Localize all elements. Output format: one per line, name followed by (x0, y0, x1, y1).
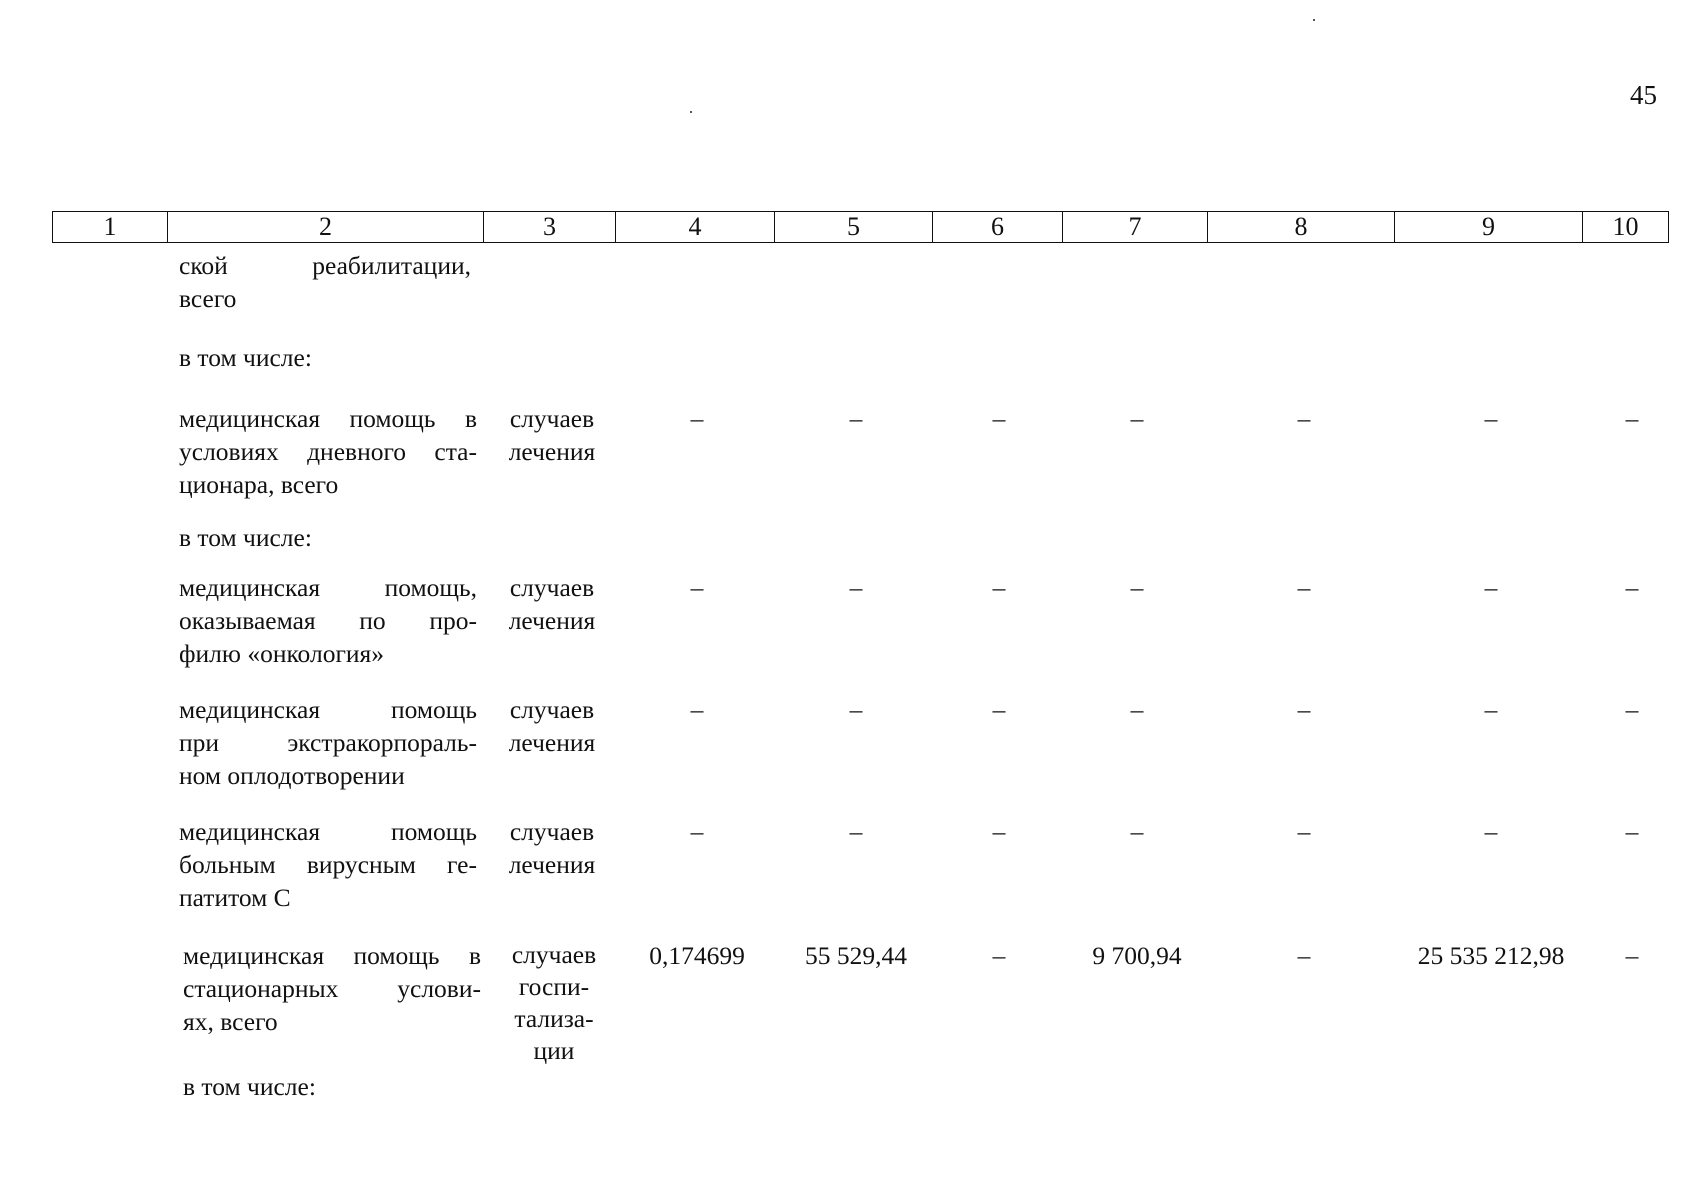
description-line: больным вирусным ге- (179, 850, 477, 879)
column-number-header (52, 211, 1669, 243)
subheading-including: в том числе: (183, 1072, 316, 1101)
value-cell: – (1625, 695, 1639, 724)
description-line: ской реабилитации, (179, 251, 471, 280)
scan-speck (1313, 19, 1315, 21)
description-line: условиях дневного ста- (179, 437, 477, 466)
description-line: ционара, всего (179, 470, 339, 499)
row-unit (496, 402, 608, 468)
column-number: 5 (775, 212, 933, 243)
description-line: медицинская помощь (179, 817, 477, 846)
description-line: всего (179, 284, 237, 313)
value-cell: – (1297, 817, 1311, 846)
value-cell: – (992, 404, 1006, 433)
value-cell: 55 529,44 (805, 941, 907, 970)
row-unit (496, 815, 608, 881)
description-line: медицинская помощь в (183, 941, 481, 970)
value-cell: – (690, 573, 704, 602)
value-cell: – (1625, 404, 1639, 433)
value-cell: – (690, 817, 704, 846)
value-cell: – (1297, 941, 1311, 970)
row-unit (496, 571, 608, 637)
column-number: 6 (933, 212, 1063, 243)
unit-line: тализа- (514, 1004, 594, 1033)
row-description (179, 402, 477, 501)
value-cell: 9 700,94 (1092, 941, 1182, 970)
unit-line: случаев (509, 695, 595, 724)
description-line: медицинская помощь (179, 695, 477, 724)
unit-line: случаев (509, 573, 595, 602)
value-cell: – (849, 817, 863, 846)
unit-line: лечения (508, 728, 596, 757)
column-number: 7 (1063, 212, 1208, 243)
value-cell: – (992, 817, 1006, 846)
page-number: 45 (1630, 80, 1657, 110)
value-cell: – (1130, 695, 1144, 724)
value-cell: – (1484, 573, 1498, 602)
unit-line: случаев (509, 817, 595, 846)
value-cell: – (992, 695, 1006, 724)
value-cell: – (1297, 695, 1311, 724)
value-cell: 25 535 212,98 (1417, 941, 1565, 970)
unit-line: ции (533, 1036, 575, 1065)
row-description (179, 571, 477, 670)
value-cell: – (1625, 941, 1639, 970)
unit-line: лечения (508, 437, 596, 466)
value-cell: – (1297, 573, 1311, 602)
unit-line: случаев (509, 404, 595, 433)
value-cell: – (1625, 573, 1639, 602)
description-line: ях, всего (183, 1007, 278, 1036)
value-cell: – (690, 404, 704, 433)
description-line: стационарных услови- (183, 974, 481, 1003)
description-line: медицинская помощь в (179, 404, 477, 433)
value-cell: – (849, 404, 863, 433)
column-number: 2 (168, 212, 484, 243)
column-number: 3 (484, 212, 616, 243)
row-unit (498, 939, 610, 1067)
row-description (179, 815, 477, 914)
value-cell: – (992, 941, 1006, 970)
row-description (179, 693, 477, 792)
description-line: ном оплодотворении (179, 761, 405, 790)
value-cell: – (1130, 817, 1144, 846)
value-cell: – (1625, 817, 1639, 846)
description-line: оказываемая по про- (179, 606, 477, 635)
row-description (183, 939, 481, 1038)
value-cell: – (1130, 404, 1144, 433)
description-line: медицинская помощь, (179, 573, 477, 602)
unit-line: лечения (508, 850, 596, 879)
subheading-including: в том числе: (179, 523, 312, 552)
value-cell: – (992, 573, 1006, 602)
value-cell: – (849, 695, 863, 724)
description-line: филю «онкология» (179, 639, 385, 668)
unit-line: лечения (508, 606, 596, 635)
row-unit (496, 693, 608, 759)
value-cell: – (1484, 404, 1498, 433)
column-number: 1 (53, 212, 168, 243)
value-cell: – (1484, 695, 1498, 724)
description-line: при экстракорпораль- (179, 728, 477, 757)
value-cell: 0,174699 (649, 941, 745, 970)
value-cell: – (1297, 404, 1311, 433)
unit-line: госпи- (518, 972, 590, 1001)
scan-speck (690, 111, 692, 113)
subheading-including: в том числе: (179, 343, 312, 372)
value-cell: – (690, 695, 704, 724)
continued-description (179, 249, 471, 315)
value-cell: – (1484, 817, 1498, 846)
value-cell: – (849, 573, 863, 602)
column-number: 9 (1395, 212, 1583, 243)
column-number: 4 (616, 212, 775, 243)
unit-line: случаев (511, 940, 597, 969)
column-number: 8 (1208, 212, 1395, 243)
value-cell: – (1130, 573, 1144, 602)
column-number: 10 (1583, 212, 1669, 243)
description-line: патитом С (179, 883, 291, 912)
